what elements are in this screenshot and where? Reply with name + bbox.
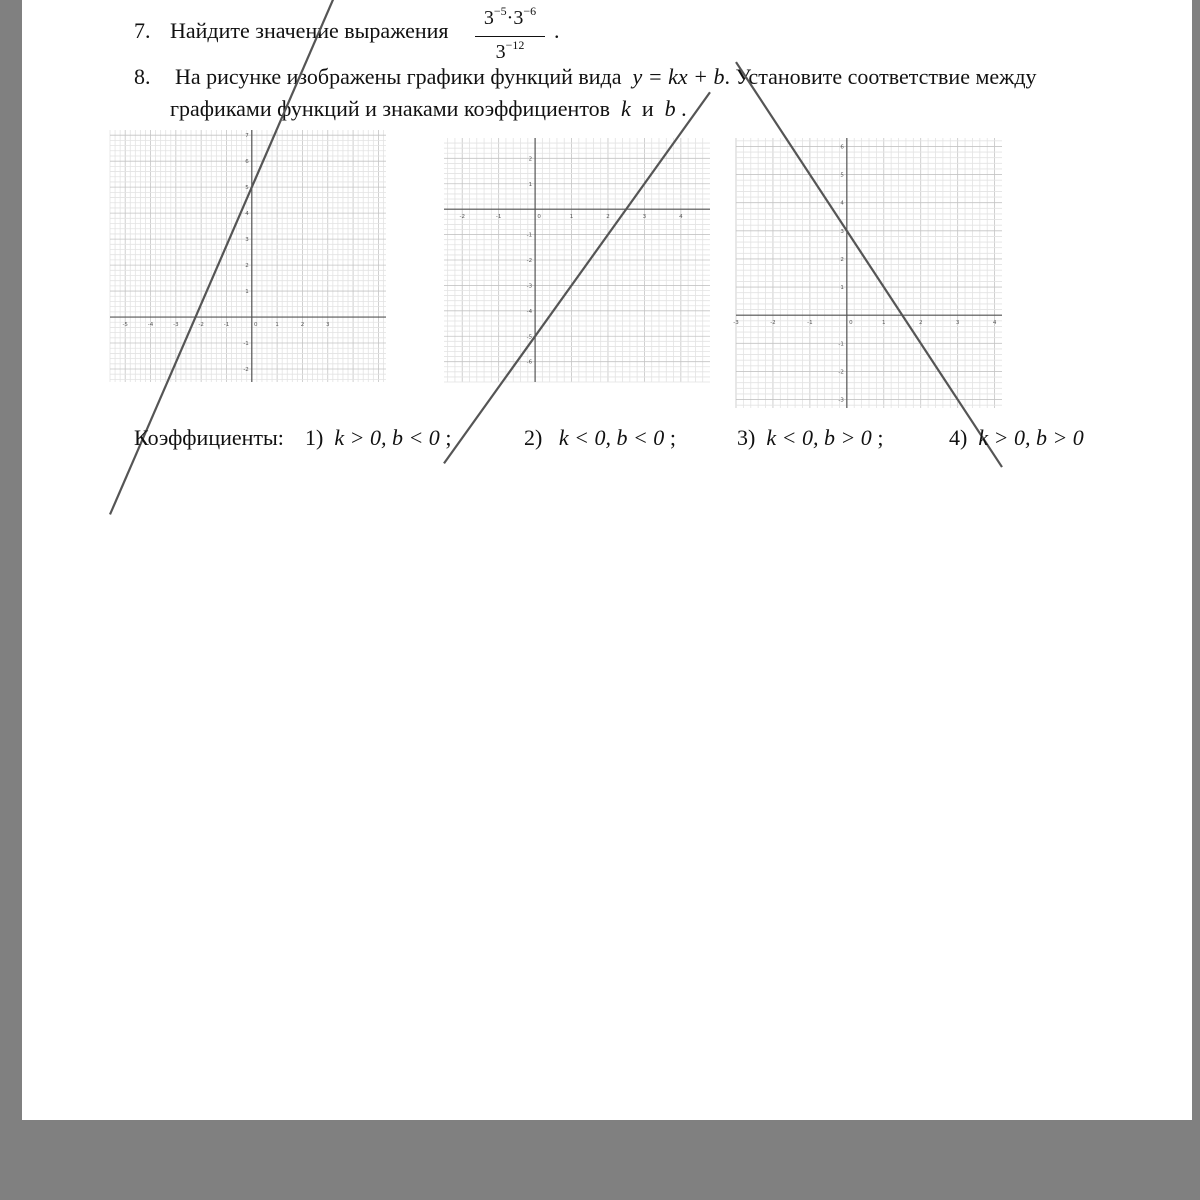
y-tick-label: 6 [245, 159, 249, 166]
x-tick-label: 4 [992, 320, 997, 327]
x-tick-label: -3 [173, 322, 179, 329]
y-tick-label: 2 [245, 263, 249, 270]
y-tick-label: 2 [840, 256, 844, 263]
x-tick-label: -1 [223, 322, 230, 329]
x-tick-label: 1 [882, 320, 886, 327]
x-tick-label: 1 [275, 322, 279, 329]
coefficient-option-1: 1) k > 0, b < 0 ; [305, 425, 452, 450]
x-tick-label: -2 [459, 214, 465, 221]
coefficients-label: Коэффициенты: [134, 425, 284, 450]
x-tick-label: 0 [254, 322, 258, 329]
graph-2 [444, 138, 710, 382]
task-7-text: Найдите значение выражения [170, 18, 449, 43]
graph-3 [733, 138, 1002, 408]
y-tick-label: -3 [838, 397, 844, 404]
y-tick-label: -3 [526, 283, 533, 290]
function-formula: y = kx + b [632, 64, 725, 89]
y-tick-label: -5 [526, 334, 533, 341]
task-8-number: 8. [134, 64, 151, 89]
x-tick-label: 2 [606, 214, 610, 221]
document-page [22, 0, 1192, 1120]
y-tick-label: 6 [840, 144, 844, 151]
x-tick-label: 2 [300, 322, 305, 329]
coefficient-option-4: 4) k > 0, b > 0 [949, 425, 1084, 450]
fraction-denominator: $3^{-12}$ [495, 38, 525, 63]
y-tick-label: -2 [243, 367, 249, 374]
y-tick-label: 3 [840, 228, 844, 235]
task-7-number: 7. [134, 18, 151, 43]
x-tick-label: -4 [147, 322, 154, 329]
y-tick-label: 1 [528, 181, 533, 188]
y-tick-label: 2 [528, 156, 533, 163]
x-tick-label: 1 [569, 214, 574, 221]
x-tick-label: -3 [733, 320, 739, 327]
y-tick-label: 1 [840, 285, 844, 292]
x-tick-label: -5 [122, 322, 128, 329]
y-tick-label: 7 [245, 133, 249, 140]
x-tick-label: -1 [495, 214, 502, 221]
x-tick-label: 3 [642, 214, 647, 221]
y-tick-label: -6 [526, 359, 533, 366]
fraction-numerator: $3^{-5}\cdot 3^{-6}$ [483, 4, 537, 29]
y-tick-label: 4 [840, 200, 844, 207]
x-tick-label: 4 [679, 214, 683, 221]
x-tick-label: 3 [326, 322, 330, 329]
y-tick-label: -2 [838, 369, 844, 376]
y-tick-label: 5 [840, 172, 844, 179]
x-tick-label: -2 [770, 320, 776, 327]
task-8-line-2: графиками функций и знаками коэффициентов k и b . [170, 96, 687, 121]
y-tick-label: -1 [838, 341, 844, 348]
y-tick-label: 1 [245, 289, 249, 296]
coefficient-option-2: 2) k < 0, b < 0 ; [524, 425, 676, 450]
coefficient-option-3: 3) k < 0, b > 0 ; [737, 425, 884, 450]
y-tick-label: -2 [526, 258, 533, 264]
x-tick-label: 0 [849, 320, 853, 327]
x-tick-label: 0 [537, 214, 541, 221]
fraction-bar [475, 36, 545, 37]
x-tick-label: -1 [807, 320, 813, 327]
y-tick-label: -1 [526, 232, 533, 239]
x-tick-label: 2 [918, 320, 923, 327]
task-7-end: . [554, 18, 560, 43]
graph-1 [110, 130, 386, 382]
y-tick-label: -4 [526, 308, 533, 315]
y-tick-label: 4 [245, 211, 249, 218]
y-tick-label: -1 [243, 341, 249, 348]
task-8-line-1: На рисунке изображены графики функций вида y = kx + b. Установите соответствие между [175, 64, 1037, 89]
y-tick-label: 5 [245, 185, 249, 192]
task-7-fraction [470, 4, 550, 64]
x-tick-label: 3 [955, 320, 960, 327]
y-tick-label: 3 [245, 237, 249, 244]
x-tick-label: -2 [198, 322, 204, 329]
